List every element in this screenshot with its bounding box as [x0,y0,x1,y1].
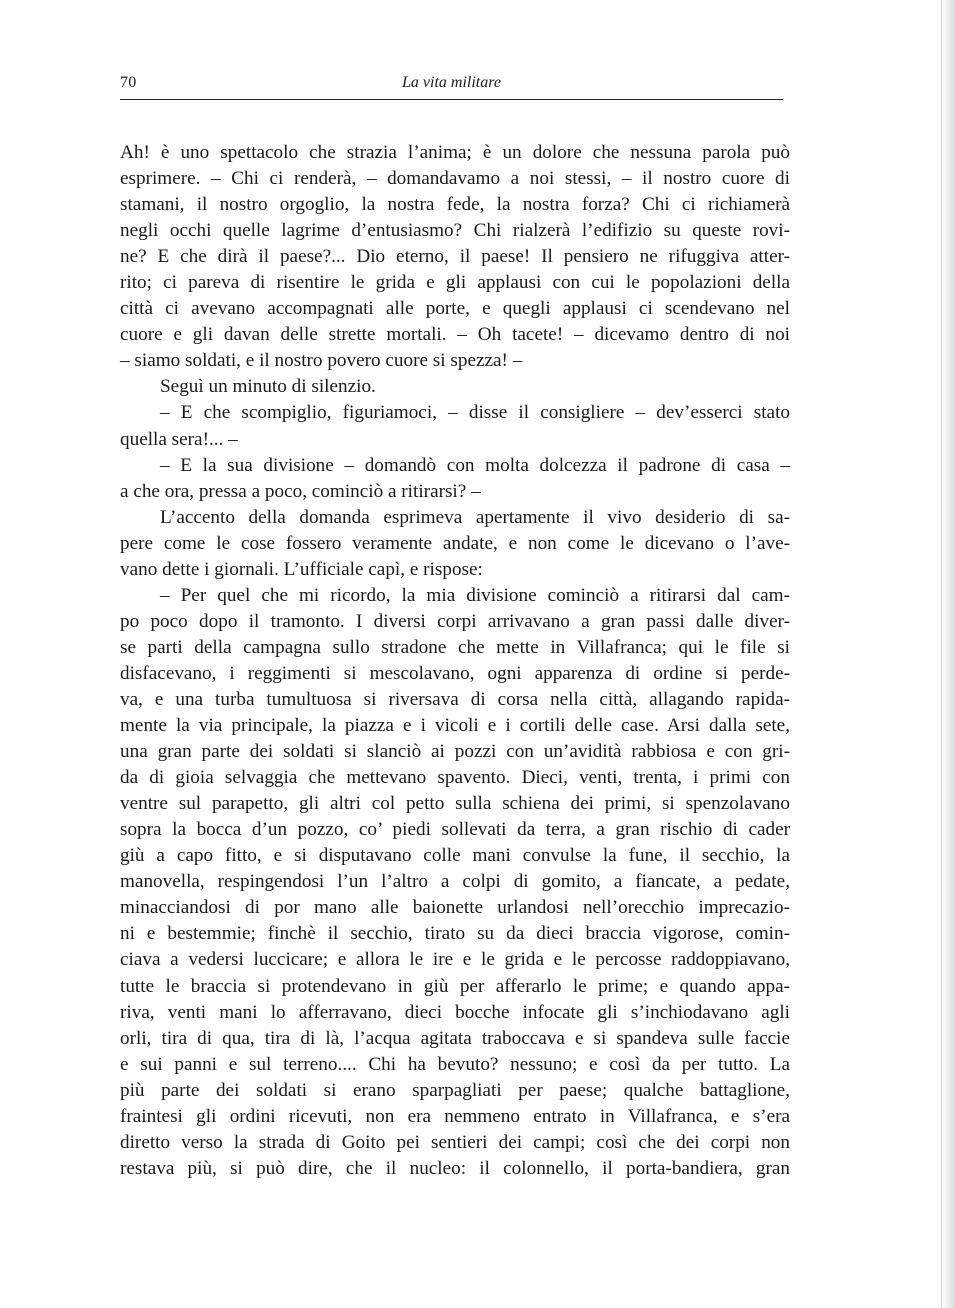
text-line: quella sera!... – [120,428,238,450]
text-line: ni e bestemmie; finchè il secchio, tirato su da dieci braccia vigorose, comin- [120,923,790,945]
page-edge-line [941,0,942,1308]
text-line: ne? E che dirà il paese?... Dio eterno, il paese! Il pensiero ne rifuggiva atter- [120,246,790,268]
text-line: riva, venti mani lo afferravano, dieci bocche infocate gli s’inchiodavano agli [120,1001,790,1023]
text-line: vano dette i giornali. L’ufficiale capì, e rispose: [120,558,483,580]
text-line: – E la sua divisione – domandò con molta dolcezza il padrone di casa – [160,454,790,476]
text-line: a che ora, pressa a poco, cominciò a ritirarsi? – [120,480,481,502]
text-line: Ah! è uno spettacolo che strazia l’anima; è un dolore che nessuna parola può [120,142,790,163]
text-line: minacciandosi di por mano alle baionette urlandosi nell’orecchio imprecazio- [120,897,790,919]
text-line: restava più, si può dire, che il nucleo: il colonnello, il porta-bandiera, gran [120,1157,790,1179]
text-line: sopra la bocca d’un pozzo, co’ piedi sollevati da terra, a gran rischio di cader [120,819,790,841]
text-line: L’accento della domanda esprimeva apertamente il vivo desiderio di sa- [160,506,790,528]
text-line: pere come le cose fossero veramente andate, e non come le dicevano o l’ave- [120,532,790,554]
text-line: po poco dopo il tramonto. I diversi corpi arrivavano a gran passi dalle diver- [120,610,790,632]
text-line: – Per quel che mi ricordo, la mia divisione cominciò a ritirarsi dal cam- [160,584,790,606]
text-line: città ci avevano accompagnati alle porte, e quegli applausi ci scendevano nel [120,298,790,320]
text-line: negli occhi quelle lagrime d’entusiasmo? Chi rialzerà l’edifizio su queste rovi- [120,220,790,242]
text-line: tutte le braccia si protendevano in giù per afferarlo le prime; e quando appa- [120,975,790,997]
text-line: stamani, il nostro orgoglio, la nostra fede, la nostra forza? Chi ci richiamerà [120,194,790,216]
text-line: da di gioia selvaggia che mettevano spavento. Dieci, venti, trenta, i primi con [120,767,790,789]
text-line: – E che scompiglio, figuriamoci, – disse il consigliere – dev’esserci stato [160,402,790,424]
text-line: orli, tira di qua, tira di là, l’acqua agitata traboccava e si spandeva sulle faccie [120,1027,790,1049]
text-line: più parte dei soldati si erano sparpagliati per paese; qualche battaglione, [120,1079,790,1101]
text-line: mente la via principale, la piazza e i vicoli e i cortili delle case. Arsi dalla sete, [120,715,790,737]
text-line: fraintesi gli ordini ricevuti, non era nemmeno entrato in Villafranca, e s’era [120,1105,790,1127]
page-edge-shadow [941,0,955,1308]
text-line: manovella, respingendosi l’un l’altro a colpi di gomito, a fiancate, a pedate, [120,871,790,893]
text-line: una gran parte dei soldati si slanciò ai pozzi con un’avidità rabbiosa e con gri- [120,741,790,763]
text-line: diretto verso la strada di Goito pei sentieri dei campi; così che dei corpi non [120,1131,790,1153]
running-title: La vita militare [402,74,501,91]
text-line: – siamo soldati, e il nostro povero cuore si spezza! – [120,350,523,372]
text-line: Seguì un minuto di silenzio. [160,376,376,398]
text-line: ciava a vedersi luccicare; e allora le ire e le grida e le percosse raddoppiavano, [120,949,790,971]
page-number: 70 [120,74,137,91]
text-line: cuore e gli davan delle strette mortali. – Oh tacete! – dicevamo dentro di noi [120,324,790,346]
text-line: giù a capo fitto, e si disputavano colle mani convulse la fune, il secchio, la [120,845,790,867]
text-line: rito; ci pareva di risentire le grida e gli applausi con cui le popolazioni della [120,272,790,294]
running-head [120,74,783,98]
body-text [120,140,790,1182]
text-line: ventre sul parapetto, gli altri col petto sulla schiena dei primi, si spenzolavano [120,793,790,815]
text-line: disfacevano, i reggimenti si mescolavano, ogni apparenza di ordine si perde- [120,662,790,684]
text-line: e sui panni e sul terreno.... Chi ha bevuto? nessuno; e così da per tutto. La [120,1053,790,1075]
text-line: esprimere. – Chi ci renderà, – domandavamo a noi stessi, – il nostro cuore di [120,168,790,190]
text-line: va, e una turba tumultuosa si riversava di corsa nella città, allagando rapida- [120,688,790,710]
header-rule [120,99,783,100]
text-line: se parti della campagna sullo stradone che mette in Villafranca; qui le file si [120,636,790,658]
